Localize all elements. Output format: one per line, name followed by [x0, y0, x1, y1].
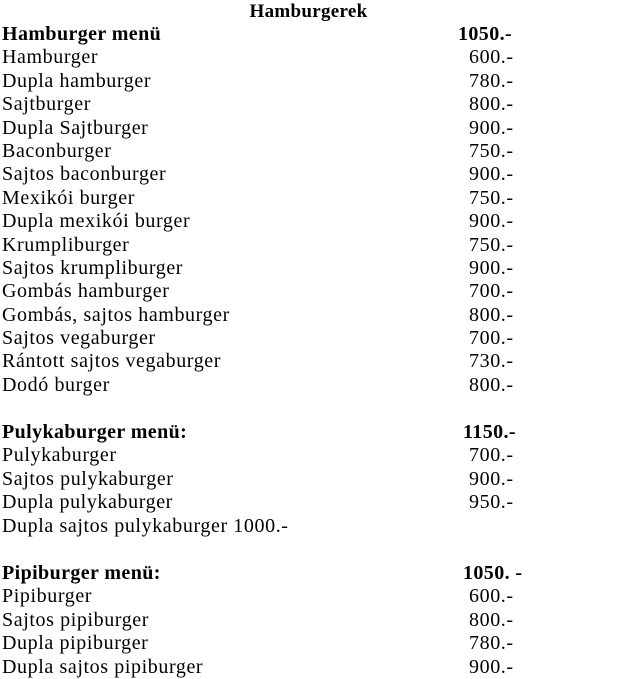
item-price: 900.-: [469, 655, 514, 678]
item-price: 600.-: [469, 585, 514, 608]
menu-item: [2, 632, 602, 655]
item-name: Dupla Sajtburger: [2, 116, 149, 139]
item-name: Gombás hamburger: [2, 280, 170, 303]
item-price: 750.-: [469, 139, 514, 162]
menu-item: [2, 140, 602, 163]
item-name: Hamburger: [2, 46, 99, 69]
menu-item: [2, 117, 602, 140]
item-name: Baconburger: [2, 139, 112, 162]
item-price: 700.-: [469, 444, 514, 467]
item-name: Sajtos baconburger: [2, 163, 167, 186]
menu-item: [2, 585, 602, 608]
item-price: 800.-: [469, 93, 514, 116]
menu-item: [2, 70, 602, 93]
item-price: 900.-: [469, 210, 514, 233]
menu-item: [2, 491, 602, 514]
item-name: Dupla pipiburger: [2, 632, 149, 655]
item-price: 800.-: [469, 608, 514, 631]
item-price: 780.-: [469, 69, 514, 92]
menu-item: [2, 234, 602, 257]
section-hamburger: [2, 23, 602, 397]
item-name: Rántott sajtos vegaburger: [2, 350, 222, 373]
item-name: Pipiburger: [2, 585, 93, 608]
item-name: Krumpliburger: [2, 233, 130, 256]
item-name: Gombás, sajtos hamburger: [2, 303, 230, 326]
item-price: 600.-: [469, 46, 514, 69]
section-header-price: 1150.-: [463, 421, 516, 443]
section-pipiburger: [2, 562, 602, 679]
menu-item: [2, 609, 602, 632]
item-price: 800.-: [469, 303, 514, 326]
item-name: Sajtos pulykaburger: [2, 467, 174, 490]
section-header-price: 1050. -: [463, 562, 523, 584]
item-price: 950.-: [469, 491, 514, 514]
item-name: Dodó burger: [2, 373, 110, 396]
item-name: Mexikói burger: [2, 186, 136, 209]
item-price: 800.-: [469, 373, 514, 396]
item-price: 900.-: [469, 467, 514, 490]
menu-item: [2, 327, 602, 350]
item-price: 750.-: [469, 186, 514, 209]
menu-item: [2, 656, 602, 679]
section-header: [2, 421, 602, 444]
menu-item: [2, 163, 602, 186]
item-name: Dupla sajtos pipiburger: [2, 655, 204, 678]
item-price: 730.-: [469, 350, 514, 373]
section-header-name: Hamburger menü: [2, 23, 162, 45]
item-name: Sajtos pipiburger: [2, 608, 150, 631]
section-header-price: 1050.-: [458, 23, 513, 45]
page-title: Hamburgerek: [249, 1, 368, 22]
section-header: [2, 23, 602, 46]
item-price: 780.-: [469, 632, 514, 655]
menu-item: [2, 444, 602, 467]
menu-item: [2, 257, 602, 280]
item-price: 700.-: [469, 327, 514, 350]
item-name: Sajtburger: [2, 93, 91, 116]
item-name: Sajtos vegaburger: [2, 327, 156, 350]
menu-item: [2, 280, 602, 303]
item-name: Dupla hamburger: [2, 69, 152, 92]
menu-item: [2, 374, 602, 397]
item-price: 750.-: [469, 233, 514, 256]
item-price: 900.-: [469, 256, 514, 279]
section-pulykaburger: [2, 421, 602, 538]
menu-item: [2, 93, 602, 116]
menu-item: [2, 350, 602, 373]
item-name: Dupla pulykaburger: [2, 491, 173, 514]
item-name: Dupla sajtos pulykaburger 1000.-: [2, 514, 289, 537]
menu-item: [2, 515, 602, 538]
menu-item: [2, 468, 602, 491]
item-name: Pulykaburger: [2, 444, 117, 467]
item-name: Dupla mexikói burger: [2, 210, 191, 233]
menu-item: [2, 46, 602, 69]
section-header: [2, 562, 602, 585]
item-name: Sajtos krumpliburger: [2, 256, 184, 279]
menu-item: [2, 210, 602, 233]
item-price: 900.-: [469, 163, 514, 186]
section-header-name: Pipiburger menü:: [2, 562, 161, 584]
item-price: 900.-: [469, 116, 514, 139]
item-price: 700.-: [469, 280, 514, 303]
menu-item: [2, 304, 602, 327]
section-header-name: Pulykaburger menü:: [2, 421, 188, 443]
menu-item: [2, 187, 602, 210]
